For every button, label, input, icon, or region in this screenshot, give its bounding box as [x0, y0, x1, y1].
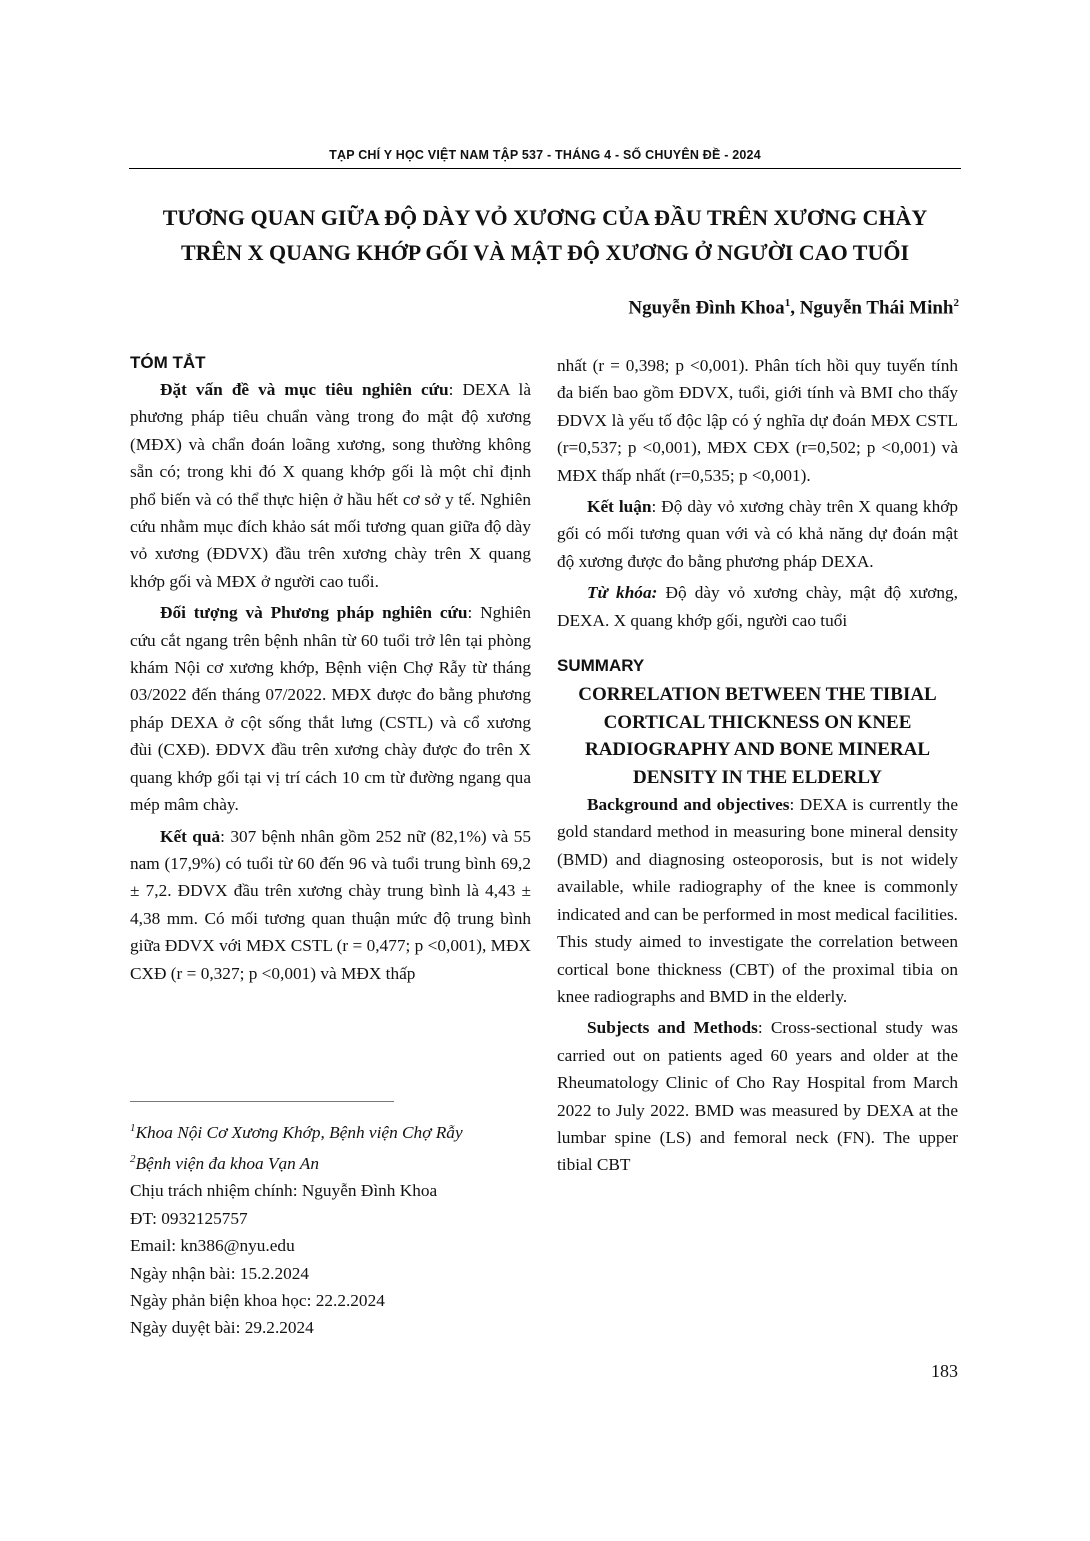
header-rule: [129, 168, 961, 169]
abstract-paragraph: [130, 599, 531, 818]
author-name: Nguyễn Đình Khoa: [628, 297, 785, 319]
paragraph-text: : Nghiên cứu cắt ngang trên bệnh nhân từ 60 tuổi trở lên tại phòng khám Nội cơ xương khớp, Bệnh viện Chợ Rẫy từ tháng 03/2022 đến tháng 07/2022. MĐX được đo bằng phương pháp DEXA ở cột sống thắt lưng (CSTL) và cổ xương đùi (CXĐ). ĐDVX đầu trên xương chày được đo trên X quang khớp gối tại vị trí cách 10 cm từ đường ngang qua mép mâm chày.: [130, 603, 531, 815]
summary-paragraph: [557, 791, 958, 1010]
corresponding-author: Chịu trách nhiệm chính: Nguyễn Đình Khoa: [130, 1181, 438, 1201]
affiliation-2: [130, 1146, 550, 1177]
section-heading-tom-tat: TÓM TẮT: [130, 353, 206, 372]
paragraph-text: : 307 bệnh nhân gồm 252 nữ (82,1%) và 55 nam (17,9%) có tuổi từ 60 đến 96 và tuổi trung bình 69,2 ± 7,2. ĐDVX đầu trên xương chày trung bình là 4,43 ± 4,38 mm. Có mối tương quan thuận mức độ trung bình giữa ĐDVX với MĐX CSTL (r = 0,477; p <0,001), MĐX CXĐ (r = 0,327; p <0,001) và MĐX thấp: [130, 826, 531, 983]
page-number: 183: [931, 1361, 958, 1381]
section-spacer: [557, 638, 958, 652]
paragraph-text: : DEXA is currently the gold standard method in measuring bone mineral density (BMD) and diagnosing osteoporosis, but is not widely available, while radiography of the knee is commonly indicated and can be performed in most medical facilities. This study aimed to investigate the correlation between cortical bone thickness (CBT) of the proximal tibia on knee radiographs and BMD in the elderly.: [557, 795, 958, 1006]
paragraph-text: : Độ dày vỏ xương chày trên X quang khớp gối có mối tương quan với và có khả năng dự đoán mật độ xương được đo bằng phương pháp DEXA.: [557, 497, 958, 571]
abstract-paragraph-continued: nhất (r = 0,398; p <0,001). Phân tích hồi quy tuyến tính đa biến bao gồm ĐDVX, tuổi, giới tính và BMI cho thấy ĐDVX là yếu tố độc lập có ý nghĩa dự đoán MĐX CSTL (r=0,537; p <0,001), MĐX CĐX (r=0,502; p <0,001) và MĐX thấp nhất (r=0,535; p <0,001).: [557, 356, 958, 485]
paragraph-text: : Cross-sectional study was carried out on patients aged 60 years and older at the Rheumatology Clinic of Cho Ray Hospital from March 2022 to July 2022. BMD was measured by DEXA at the lumbar spine (LS) and femoral neck (FN). The upper tibial CBT: [557, 1018, 958, 1175]
paragraph-lead: Đối tượng và Phương pháp nghiên cứu: [160, 603, 468, 623]
right-column: [557, 352, 958, 1183]
paragraph-lead: Subjects and Methods: [587, 1018, 758, 1038]
article-title: [110, 200, 980, 270]
author-affiliation-mark: 1: [784, 297, 791, 309]
paragraph-lead: Kết luận: [587, 497, 652, 517]
paragraph-text: : DEXA là phương pháp tiêu chuẩn vàng trong đo mật độ xương (MĐX) và chẩn đoán loãng xương, song thường không sẵn có; trong khi đó X quang khớp gối là một chỉ định phổ biến và có thể thực hiện ở hầu hết cơ sở y tế. Nghiên cứu nhằm mục đích khảo sát mối tương quan giữa độ dày vỏ xương (ĐDVX) đầu trên xương chày trên X quang khớp gối và MĐX ở người cao tuổi.: [130, 380, 531, 591]
affiliation-1: [130, 1115, 550, 1146]
article-title-line-2: TRÊN X QUANG KHỚP GỐI VÀ MẬT ĐỘ XƯƠNG Ở NGƯỜI CAO TUỔI: [180, 240, 910, 265]
phone-number: ĐT: 0932125757: [130, 1208, 248, 1228]
affiliation-text: Khoa Nội Cơ Xương Khớp, Bệnh viện Chợ Rẫy: [135, 1122, 463, 1142]
affiliation-text: Bệnh viện đa khoa Vạn An: [135, 1153, 319, 1173]
left-column: [130, 349, 531, 991]
paragraph-lead: Đặt vấn đề và mục tiêu nghiên cứu: [160, 380, 449, 399]
keywords: [557, 579, 958, 634]
abstract-paragraph: [130, 376, 531, 595]
footnote-rule: [130, 1101, 394, 1102]
summary-paragraph: [557, 1014, 958, 1178]
affiliation-mark: 2: [130, 1153, 136, 1166]
keywords-lead: Từ khóa:: [587, 583, 658, 603]
section-heading-summary: SUMMARY: [557, 656, 645, 676]
affiliation-mark: 1: [130, 1122, 136, 1134]
email-address: Email: kn386@nyu.edu: [130, 1236, 295, 1256]
date-reviewed: Ngày phản biện khoa học: 22.2.2024: [130, 1290, 385, 1310]
author-affiliation-mark: 2: [953, 297, 959, 309]
date-accepted: Ngày duyệt bài: 29.2.2024: [130, 1318, 314, 1338]
article-title-line-1: TƯƠNG QUAN GIỮA ĐỘ DÀY VỎ XƯƠNG CỦA ĐẦU TRÊN XƯƠNG CHÀY: [162, 205, 928, 230]
english-title: CORRELATION BETWEEN THE TIBIAL CORTICAL THICKNESS ON KNEE RADIOGRAPHY AND BONE MINERAL DENSITY IN THE ELDERLY: [578, 684, 937, 788]
author-name: Nguyễn Thái Minh: [799, 297, 954, 319]
paragraph-lead: Kết quả: [160, 826, 221, 846]
keywords-text: Độ dày vỏ xương chày, mật độ xương, DEXA. X quang khớp gối, người cao tuổi: [557, 583, 958, 630]
footnotes: [130, 1115, 550, 1342]
author-separator: ,: [790, 297, 800, 319]
author-list: [628, 297, 959, 319]
date-received: Ngày nhận bài: 15.2.2024: [130, 1263, 310, 1283]
paragraph-lead: Background and objectives: [587, 795, 790, 815]
abstract-paragraph: [557, 493, 958, 575]
running-header: TẠP CHÍ Y HỌC VIỆT NAM TẬP 537 - THÁNG 4 - SỐ CHUYÊN ĐỀ - 2024: [329, 148, 761, 162]
abstract-paragraph: [130, 823, 531, 987]
